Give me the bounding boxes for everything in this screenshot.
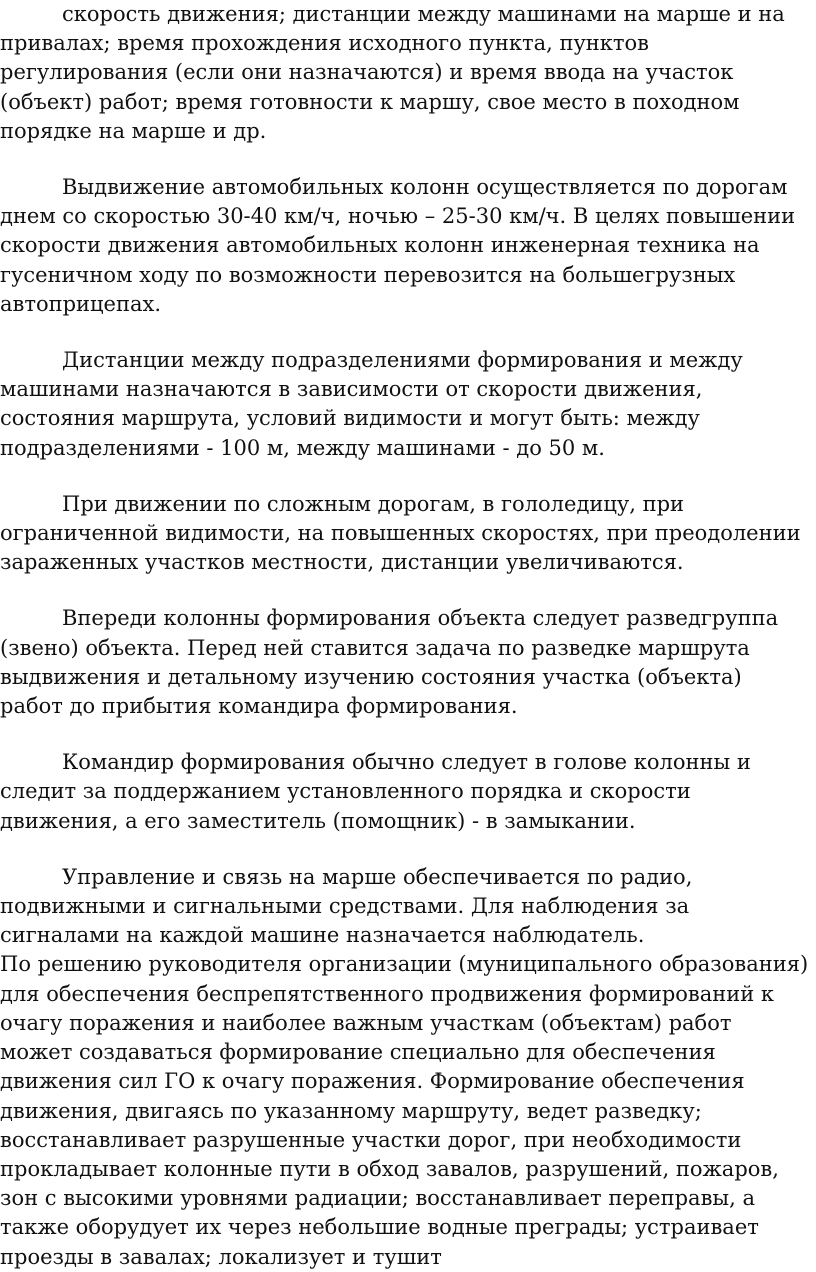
paragraph-6: Командир формирования обычно следует в голове колонны и следит за поддержанием установленного порядка и скорости движения, а его заместитель (помощник) - в замыкании. — [0, 750, 751, 833]
paragraph-gap — [0, 836, 810, 863]
paragraph-7: Управление и связь на марше обеспечивается по радио, подвижными и сигнальными средствами. Для наблюдения за сигналами на каждой машине назначается наблюдатель. — [0, 864, 693, 948]
paragraph-gap — [0, 146, 810, 173]
paragraph-8: По решению руководителя организации (муниципального образования) для обеспечения беспрепятственного продвижения формирований к очагу поражения и наиболее важным участкам (объектам) работ может создаваться формирование специально для обеспечения движения сил ГО к очагу поражения. Формирование обеспечения движения, двигаясь по указанному маршруту, ведет разведку; восстанавливает разрушенные участки дорог, при необходимости прокладывает колонные пути в обход завалов, разрушений, пожаров, зон с высокими уровнями радиации; восстанавливает переправы, а также оборудует их через небольшие водные преграды; устраивает проезды в завалах; локализует и тушит — [0, 952, 809, 1269]
paragraph-2: Выдвижение автомобильных колонн осуществляется по дорогам днем со скоростью 30-40 км/ч, ночью – 25-30 км/ч. В целях повышении скорости движения автомобильных колонн инженерная техника на гусеничном ходу по возможности перевозится на большегрузных автоприцепах. — [0, 175, 796, 316]
paragraph-gap — [0, 577, 810, 604]
paragraph-3: Дистанции между подразделениями формирования и между машинами назначаются в зависимости от скорости движения, состояния маршрута, условий видимости и могут быть: между подразделениями - 100 м, между машинами - до 50 м. — [0, 348, 743, 460]
paragraph-gap — [0, 463, 810, 490]
paragraph-gap — [0, 721, 810, 748]
paragraph-gap — [0, 319, 810, 346]
paragraph-4: При движении по сложным дорогам, в гололедицу, при ограниченной видимости, на повышенных скоростях, при преодолении зараженных участков местности, дистанции увеличиваются. — [0, 491, 801, 575]
paragraph-1: скорость движения; дистанции между машинами на марше и на привалах; время прохождения исходного пункта, пунктов регулирования (если они назначаются) и время ввода на участок (объект) работ; время готовности к маршу, свое место в походном порядке на марше и др. — [0, 2, 785, 143]
paragraph-5: Впереди колонны формирования объекта следует разведгруппа (звено) объекта. Перед ней ставится задача по разведке маршрута выдвижения и детальному изучению состояния участка (объекта) работ до прибытия командира формирования. — [0, 606, 779, 719]
